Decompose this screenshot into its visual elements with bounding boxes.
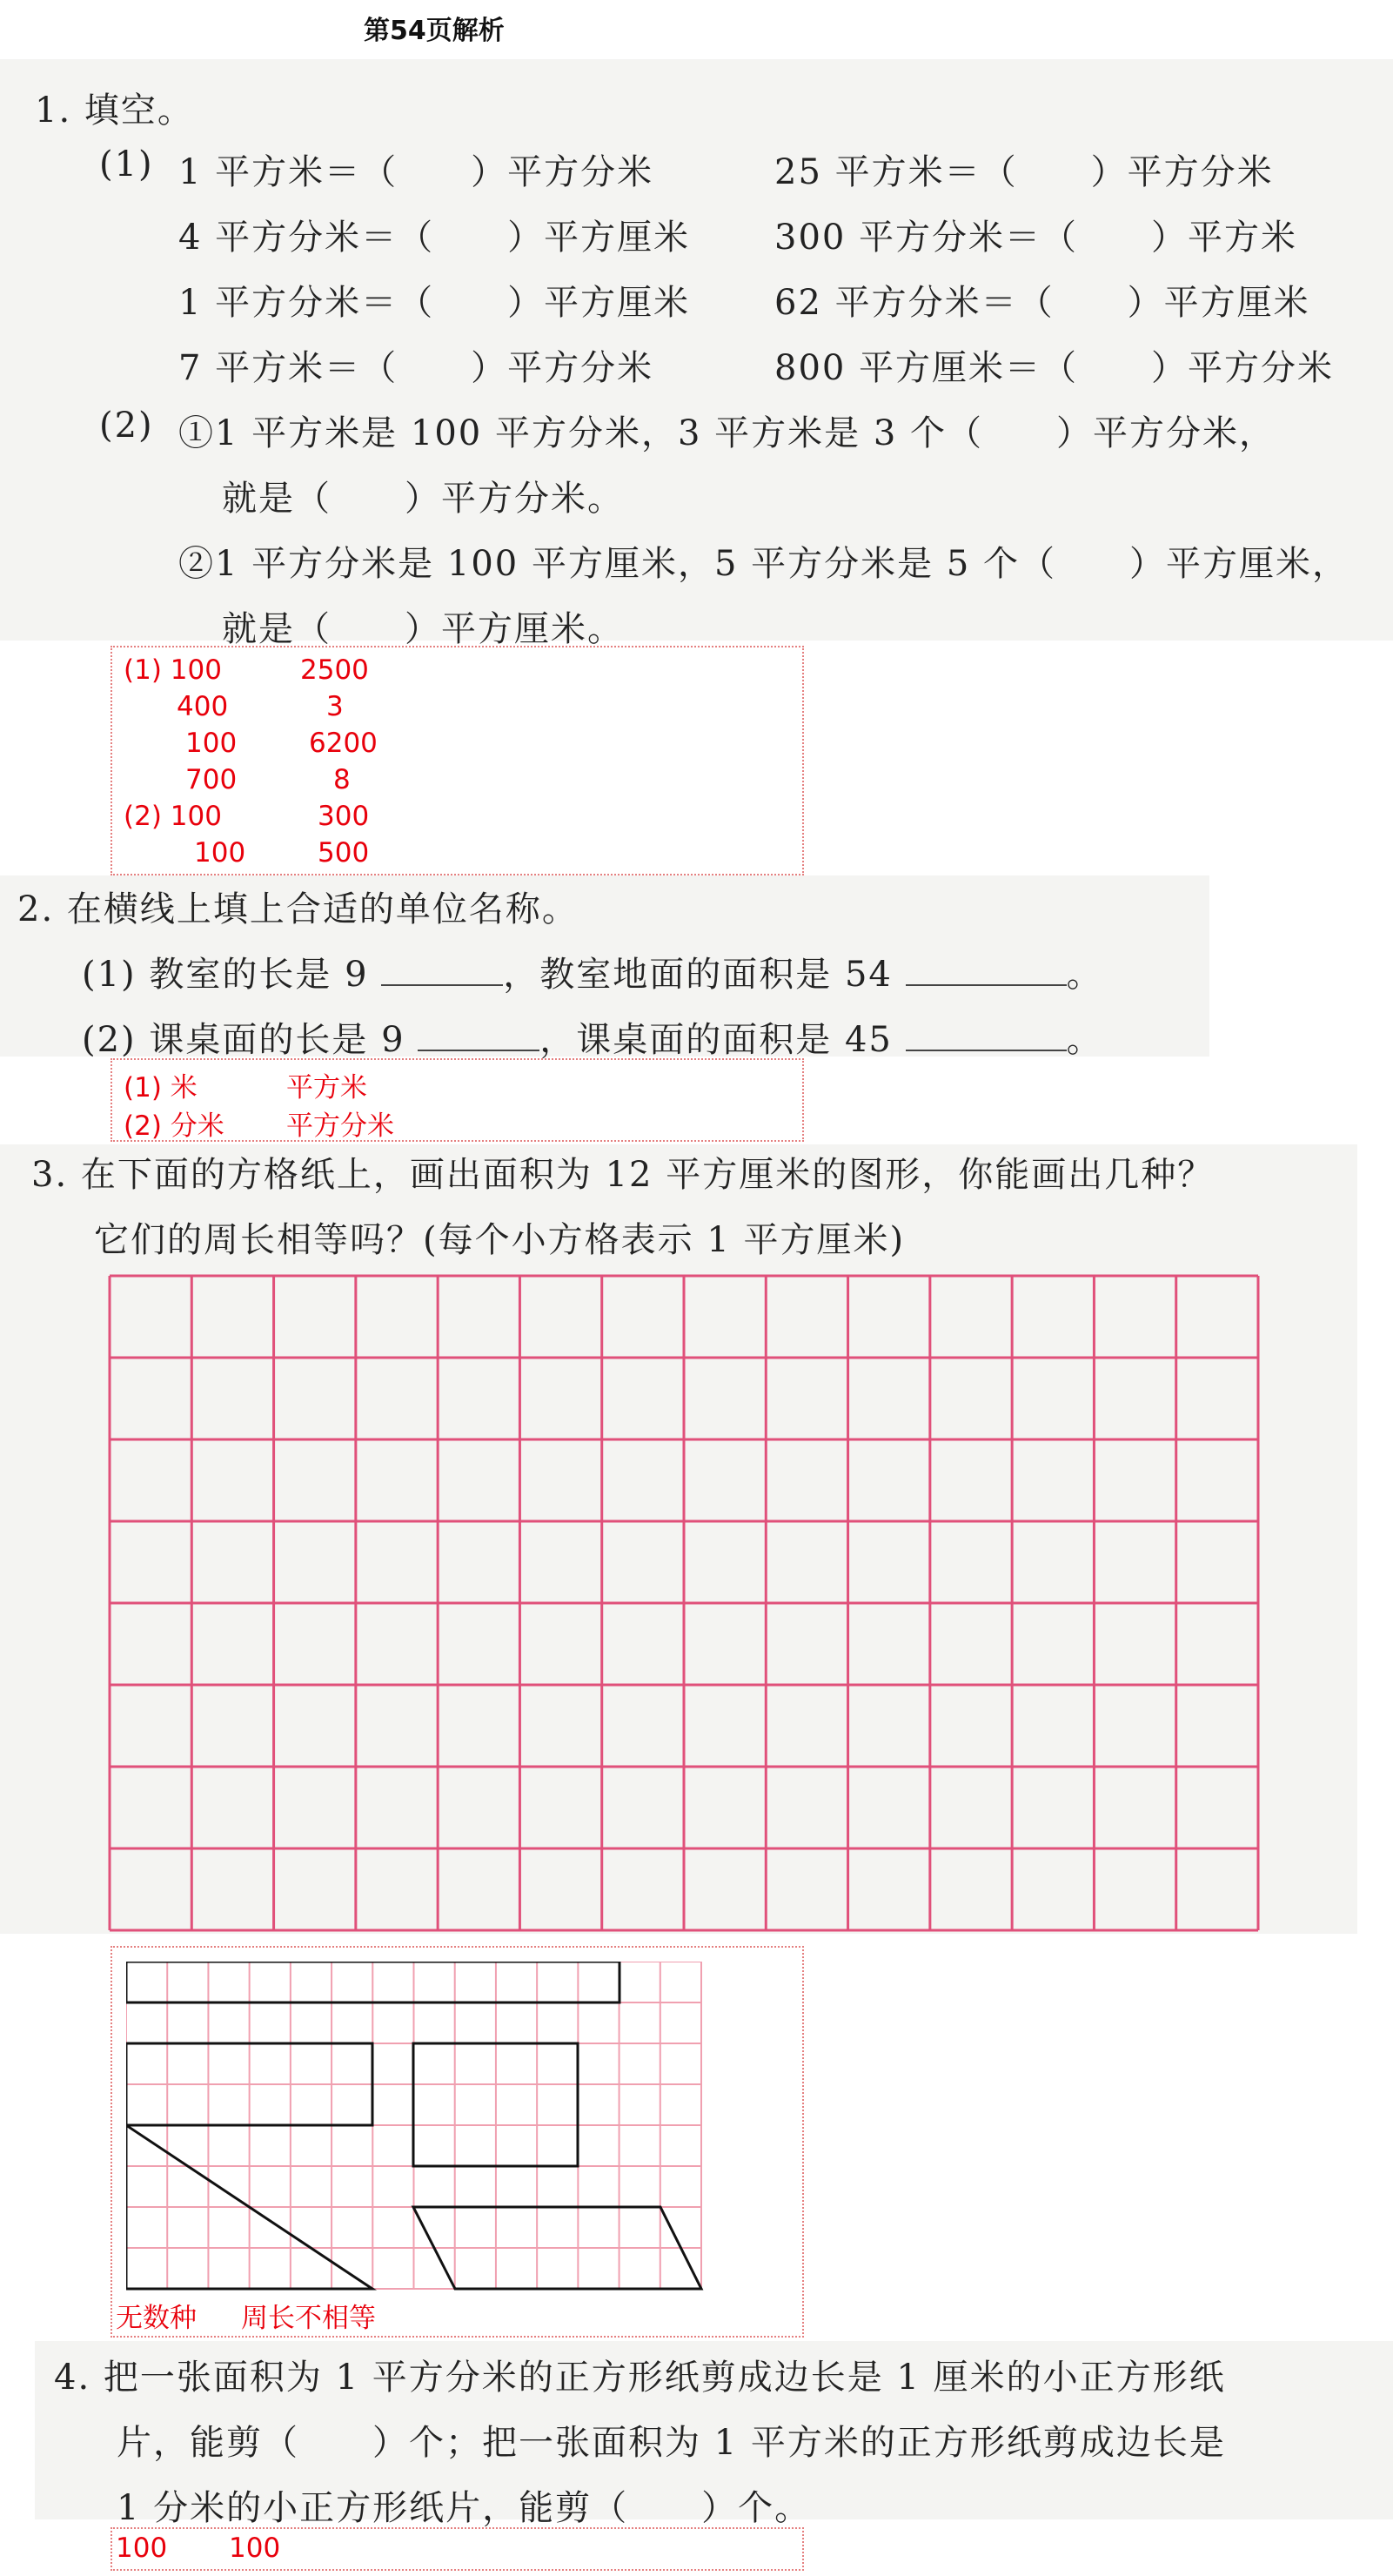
q4-answer-box <box>111 2527 804 2571</box>
answer-grid <box>126 1962 709 2292</box>
q3-line2: 它们的周长相等吗？(每个小方格表示 1 平方厘米) <box>94 1220 906 1260</box>
q2-line2-text-a: (2) 课桌面的长是 9 <box>82 1020 405 1060</box>
answer-text: 平方米 <box>286 1072 367 1104</box>
answer-text: 100 <box>194 837 246 869</box>
q4-line3: 1 分米的小正方形纸片，能剪（ ）个。 <box>117 2488 812 2528</box>
q2-title: 2. 在横线上填上合适的单位名称。 <box>17 889 579 929</box>
answer-text: (1) 米 <box>124 1072 198 1104</box>
q2-line2-text-c: 。 <box>1066 1020 1103 1060</box>
answer-blank[interactable] <box>906 984 1067 986</box>
answer-blank[interactable] <box>381 984 503 986</box>
q2-line2 <box>82 1012 1103 1062</box>
answer-text: 500 <box>318 837 370 869</box>
answer-blank[interactable] <box>906 1050 1067 1051</box>
q1-answer-box <box>111 646 804 875</box>
q4-line1: 4. 把一张面积为 1 平方分米的正方形纸剪成边长是 1 厘米的小正方形纸 <box>54 2358 1226 2398</box>
q1-title: 1. 填空。 <box>35 91 194 131</box>
q2-answer-box <box>111 1058 804 1142</box>
q3-answer-box <box>111 1946 804 2338</box>
answer-text: 300 <box>318 801 370 832</box>
answer-text: 6200 <box>309 728 378 759</box>
q1-row4-right: 800 平方厘米＝（ ）平方分米 <box>774 348 1335 388</box>
answer-blank[interactable] <box>418 1050 539 1051</box>
answer-text: 2500 <box>300 654 369 686</box>
q2-line2-text-b: ，课桌面的面积是 45 <box>539 1020 893 1060</box>
q1-part2-line3: ②1 平方分米是 100 平方厘米，5 平方分米是 5 个（ ）平方厘米， <box>178 544 1349 584</box>
answer-text: (2) 分米 <box>124 1110 224 1142</box>
square-grid-paper[interactable] <box>108 1274 1262 1932</box>
q1-part2-line4: 就是（ ）平方厘米。 <box>222 609 624 649</box>
answer-text: 周长不相等 <box>241 2303 376 2334</box>
q1-part2-line2: 就是（ ）平方分米。 <box>222 479 624 519</box>
q1-row1-right: 25 平方米＝（ ）平方分米 <box>774 152 1274 192</box>
answer-text: (1) 100 <box>124 654 222 686</box>
answer-text: 700 <box>185 764 238 795</box>
q1-row3-left: 1 平方分米＝（ ）平方厘米 <box>178 283 691 323</box>
q1-row4-left: 7 平方米＝（ ）平方分米 <box>178 348 654 388</box>
answer-text: 100 <box>116 2532 168 2564</box>
q2-line1-text-b: ，教室地面的面积是 54 <box>503 955 893 995</box>
q2-line1 <box>82 947 1103 996</box>
q4-line2: 片，能剪（ ）个；把一张面积为 1 平方米的正方形纸剪成边长是 <box>117 2423 1226 2463</box>
answer-text: 100 <box>229 2532 281 2564</box>
answer-text: 平方分米 <box>286 1110 394 1142</box>
page-title: 第54页解析 <box>364 16 505 46</box>
q1-part2-line1: ①1 平方米是 100 平方分米，3 平方米是 3 个（ ）平方分米， <box>178 413 1276 453</box>
answer-text: 3 <box>326 691 344 722</box>
q1-row3-right: 62 平方分米＝（ ）平方厘米 <box>774 283 1310 323</box>
q1-row2-right: 300 平方分米＝（ ）平方米 <box>774 218 1298 258</box>
answer-text: 8 <box>333 764 351 795</box>
answer-text: (2) 100 <box>124 801 222 832</box>
q2-line1-text-a: (1) 教室的长是 9 <box>82 955 369 995</box>
q1-row2-left: 4 平方分米＝（ ）平方厘米 <box>178 218 691 258</box>
q1-row1-left: 1 平方米＝（ ）平方分米 <box>178 152 654 192</box>
q3-line1: 3. 在下面的方格纸上，画出面积为 12 平方厘米的图形，你能画出几种？ <box>31 1155 1215 1195</box>
q2-line1-text-c: 。 <box>1066 955 1103 995</box>
answer-text: 400 <box>177 691 229 722</box>
q1-part2-label: (2) <box>99 406 154 446</box>
q1-part1-label: (1) <box>99 144 154 184</box>
answer-text: 100 <box>185 728 238 759</box>
answer-text: 无数种 <box>116 2303 197 2334</box>
